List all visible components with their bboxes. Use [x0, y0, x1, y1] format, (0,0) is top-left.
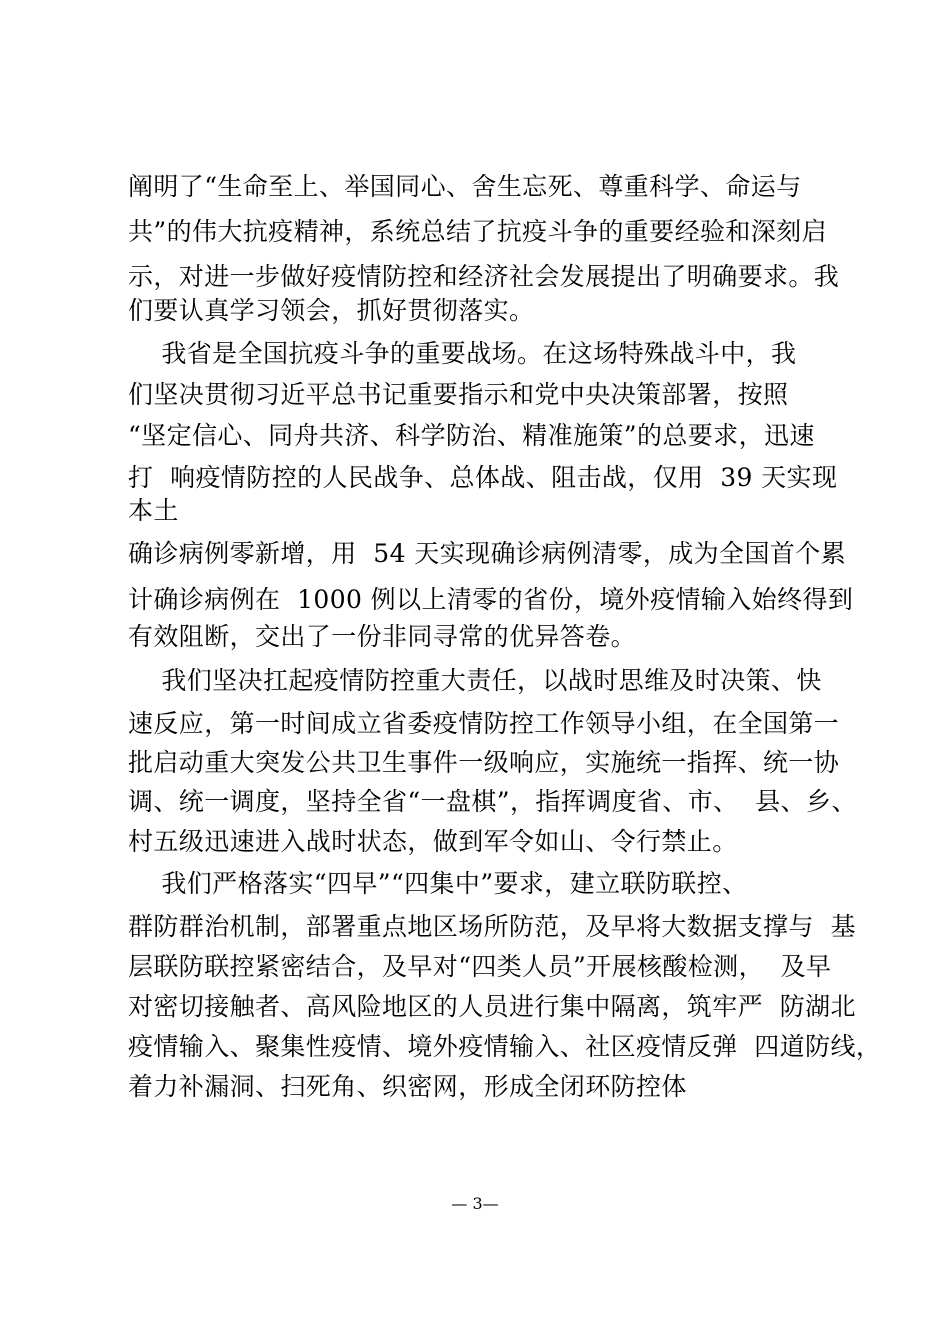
- body-text-line: 打 响疫情防控的人民战争、总体战、阻击战，仅用 39 天实现: [128, 463, 838, 492]
- body-text-line: 确诊病例零新增，用 54 天实现确诊病例清零，成为全国首个累: [128, 539, 847, 568]
- body-text-line: 着力补漏洞、扫死角、织密网，形成全闭环防控体: [128, 1072, 687, 1101]
- page-number: — 3—: [451, 1194, 499, 1213]
- body-text-line: 我省是全国抗疫斗争的重要战场。在这场特殊战斗中，我: [128, 339, 797, 368]
- body-text-line: 有效阻断，交出了一份非同寻常的优异答卷。: [128, 622, 637, 651]
- body-text-line: 本土: [128, 496, 179, 525]
- body-text-line: 调、统一调度，坚持全省“一盘棋”，指挥调度省、市、 县、乡、: [128, 787, 857, 816]
- body-text-line: 们坚决贯彻习近平总书记重要指示和党中央决策部署，按照: [128, 380, 789, 409]
- body-text-line: 群防群治机制，部署重点地区场所防范，及早将大数据支撑与 基: [128, 912, 856, 941]
- body-text-line: 速反应，第一时间成立省委疫情防控工作领导小组，在全国第一: [128, 709, 840, 738]
- body-text-line: 我们严格落实“四早”“四集中”要求，建立联防联控、: [128, 869, 748, 898]
- body-text-line: 我们坚决扛起疫情防控重大责任，以战时思维及时决策、快: [128, 666, 822, 695]
- body-text-line: 共”的伟大抗疫精神，系统总结了抗疫斗争的重要经验和深刻启: [128, 217, 827, 246]
- body-text-line: 们要认真学习领会，抓好贯彻落实。: [128, 296, 535, 325]
- body-text-line: 示，对进一步做好疫情防控和经济社会发展提出了明确要求。我: [128, 262, 840, 291]
- body-text-line: 对密切接触者、高风险地区的人员进行集中隔离，筑牢严 防湖北: [128, 992, 856, 1021]
- body-text-line: 村五级迅速进入战时状态，做到军令如山、令行禁止。: [128, 827, 738, 856]
- body-text-line: “坚定信心、同舟共济、科学防治、精准施策”的总要求，迅速: [128, 421, 815, 450]
- body-text-line: 层联防联控紧密结合，及早对“四类人员”开展核酸检测， 及早: [128, 952, 832, 981]
- body-text-line: 批启动重大突发公共卫生事件一级响应，实施统一指挥、统一协: [128, 748, 840, 777]
- body-text-line: 疫情输入、聚集性疫情、境外疫情输入、社区疫情反弹 四道防线，: [128, 1032, 882, 1061]
- body-text-line: 计确诊病例在 1000 例以上清零的省份，境外疫情输入始终得到: [128, 585, 854, 614]
- body-text-line: 阐明了“生命至上、举国同心、舍生忘死、尊重科学、命运与: [128, 172, 802, 201]
